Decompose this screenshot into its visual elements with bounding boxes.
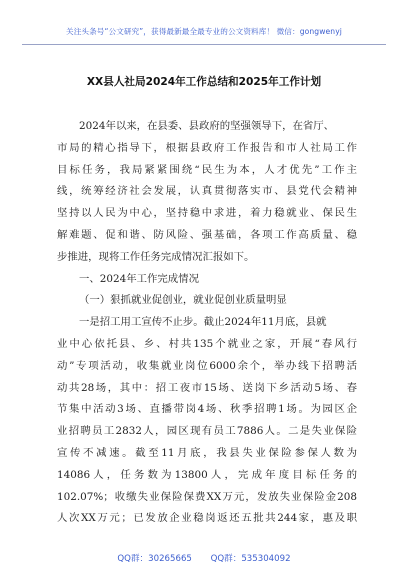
body-line: 14086人，任务数为13800人，完成年度目标任务的 xyxy=(57,468,357,481)
body-line: 目标任务，我局紧紧围绕“民生为本，人才优先”工作主 xyxy=(57,163,357,176)
footer-contact xyxy=(0,552,408,564)
body-line: 解难题、促和谐、防风险、强基础，各项工作高质量、稳 xyxy=(57,228,357,241)
header-divider xyxy=(22,44,386,45)
body-line: 市局的精心指导下，根据县政府工作报告和市人社局工作 xyxy=(57,141,357,154)
header-banner: 关注头条号“公文研究”，获得最新最全最专业的公文资料库！ 微信：gongwenyj xyxy=(66,27,342,36)
body-line: 2024年以来，在县委、县政府的坚强领导下，在省厅、 xyxy=(79,120,335,132)
body-line: 一是招工用工宣传不止步。截止2024年11月底，县就 xyxy=(79,316,327,329)
footer-qq-group-1: QQ群：30265665 xyxy=(117,554,192,564)
body-line: 步推进，现将工作任务完成情况汇报如下。 xyxy=(57,250,255,263)
document-body xyxy=(57,116,357,530)
body-line: 业中心依托县、乡、村共135个就业之家，开展“春风行 xyxy=(57,337,357,350)
body-line: 节集中活动3场、直播带岗4场、秋季招聘1场。为园区企 xyxy=(57,403,357,416)
document-title: XX县人社局2024年工作总结和2025年工作计划 xyxy=(86,76,322,88)
footer-qq-group-2: QQ群：535304092 xyxy=(210,554,291,564)
body-line: 102.07%；收缴失业保险保费XX万元，发放失业保险金208 xyxy=(57,490,357,503)
body-line: 动”专项活动，收集就业岗位6000余个，举办线下招聘活 xyxy=(57,359,357,372)
section-heading: 一、2024年工作完成情况 xyxy=(79,272,199,285)
body-line: 人次XX万元；已发放企业稳岗返还五批共244家，惠及职 xyxy=(57,512,357,525)
body-line: 坚持以人民为中心，坚持稳中求进，着力稳就业、保民生 xyxy=(57,207,357,220)
body-line: 动共28场，其中：招工夜市15场、送岗下乡活动5场、春 xyxy=(57,381,357,394)
body-line: 宣传不减速。截至11月底，我县失业保险参保人数为 xyxy=(57,446,357,459)
body-line: 业招聘员工2832人，园区现有员工7886人。二是失业保险 xyxy=(57,425,357,438)
body-line: 线，统筹经济社会发展，认真贯彻落实市、县党代会精神 xyxy=(57,185,357,198)
subsection-heading: （一）狠抓就业促创业，就业促创业质量明显 xyxy=(79,294,287,307)
